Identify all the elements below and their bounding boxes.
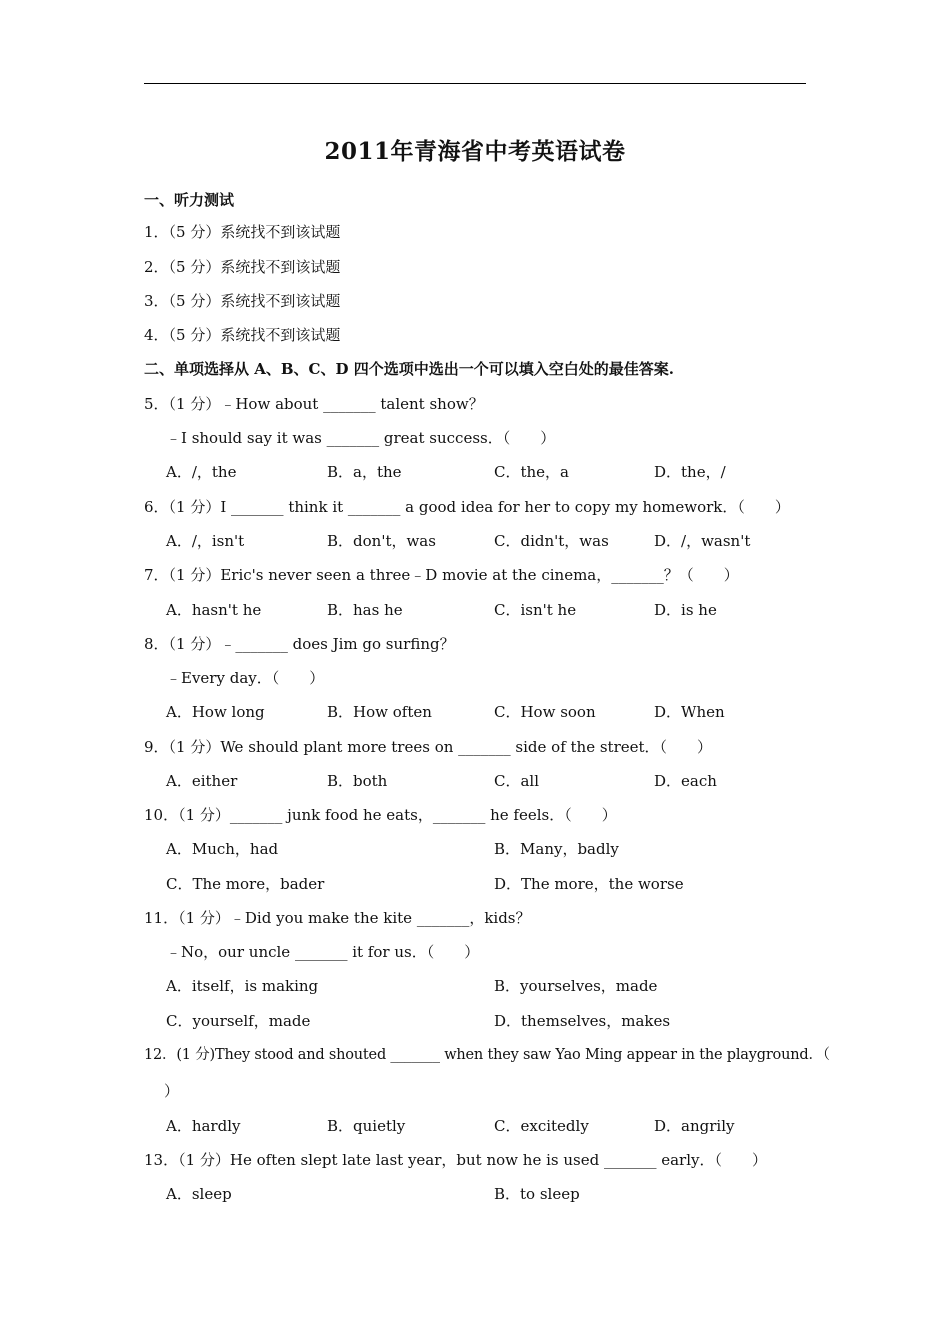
option-5a: A．/，the xyxy=(166,463,237,481)
question-4: 4．（5 分）系统找不到该试题 xyxy=(144,326,341,344)
question-2: 2．（5 分）系统找不到该试题 xyxy=(144,258,341,276)
question-10: 10．（1 分）_______ junk food he eats，_______ he feels．（ ） xyxy=(144,806,617,824)
section-choice: 二、单项选择从 A、B、C、D 四个选项中选出一个可以填入空白处的最佳答案. xyxy=(144,360,674,378)
option-7b: B．has he xyxy=(327,601,403,619)
question-1: 1．（5 分）系统找不到该试题 xyxy=(144,223,341,241)
option-5c: C．the，a xyxy=(494,463,569,481)
option-7d: D．is he xyxy=(654,601,717,619)
option-10c: C．The more，bader xyxy=(166,875,325,893)
option-9c: C．all xyxy=(494,772,540,790)
option-10a: A．Much，had xyxy=(166,840,279,858)
option-10b: B．Many，badly xyxy=(494,840,619,858)
option-10d: D．The more，the worse xyxy=(494,875,684,893)
option-7a: A．hasn't he xyxy=(166,601,262,619)
option-12c: C．excitedly xyxy=(494,1117,589,1135)
option-13b: B．to sleep xyxy=(494,1185,580,1203)
option-11d: D．themselves，makes xyxy=(494,1012,671,1030)
option-6d: D．/，wasn't xyxy=(654,532,751,550)
question-8-line-2: ﹣Every day．（ ） xyxy=(166,669,325,687)
question-12: 12．(1 分)They stood and shouted _______ when they saw Yao Ming appear in the playground．（ xyxy=(144,1047,830,1063)
option-8b: B．How often xyxy=(327,703,432,721)
question-8: 8．（1 分）﹣_______ does Jim go surfing？ xyxy=(144,635,455,653)
question-3: 3．（5 分）系统找不到该试题 xyxy=(144,292,341,310)
option-8d: D．When xyxy=(654,703,725,721)
question-12-line-2: ） xyxy=(164,1082,180,1100)
option-5d: D．the，/ xyxy=(654,463,726,481)
option-9a: A．either xyxy=(166,772,238,790)
option-8c: C．How soon xyxy=(494,703,596,721)
section-listening: 一、听力测试 xyxy=(144,191,235,209)
option-9d: D．each xyxy=(654,772,717,790)
option-11b: B．yourselves，made xyxy=(494,977,658,995)
option-12d: D．angrily xyxy=(654,1117,735,1135)
question-11: 11．（1 分）﹣Did you make the kite _______，kids？ xyxy=(144,909,531,927)
option-12a: A．hardly xyxy=(166,1117,241,1135)
question-5-line-2: ﹣I should say it was _______ great success．（ ） xyxy=(166,429,556,447)
option-7c: C．isn't he xyxy=(494,601,577,619)
option-9b: B．both xyxy=(327,772,388,790)
page-title: 2011年青海省中考英语试卷 xyxy=(324,138,626,165)
option-5b: B．a，the xyxy=(327,463,402,481)
option-8a: A．How long xyxy=(166,703,265,721)
option-13a: A．sleep xyxy=(166,1185,232,1203)
option-6a: A．/，isn't xyxy=(166,532,245,550)
option-12b: B．quietly xyxy=(327,1117,406,1135)
option-11a: A．itself，is making xyxy=(166,977,319,995)
question-13: 13．（1 分）He often slept late last year，but now he is used _______ early．（ ） xyxy=(144,1151,767,1169)
question-11-line-2: ﹣No，our uncle _______ it for us．（ ） xyxy=(166,943,480,961)
question-9: 9．（1 分）We should plant more trees on _______ side of the street．（ ） xyxy=(144,738,713,756)
option-6b: B．don't，was xyxy=(327,532,436,550)
option-11c: C．yourself，made xyxy=(166,1012,311,1030)
question-6: 6．（1 分）I _______ think it _______ a good idea for her to copy my homework．（ ） xyxy=(144,498,790,516)
question-7: 7．（1 分）Eric's never seen a three﹣D movie at the cinema，_______？（ ） xyxy=(144,566,739,584)
question-5: 5．（1 分）﹣How about _______ talent show？ xyxy=(144,395,484,413)
option-6c: C．didn't，was xyxy=(494,532,609,550)
top-rule xyxy=(144,83,806,84)
